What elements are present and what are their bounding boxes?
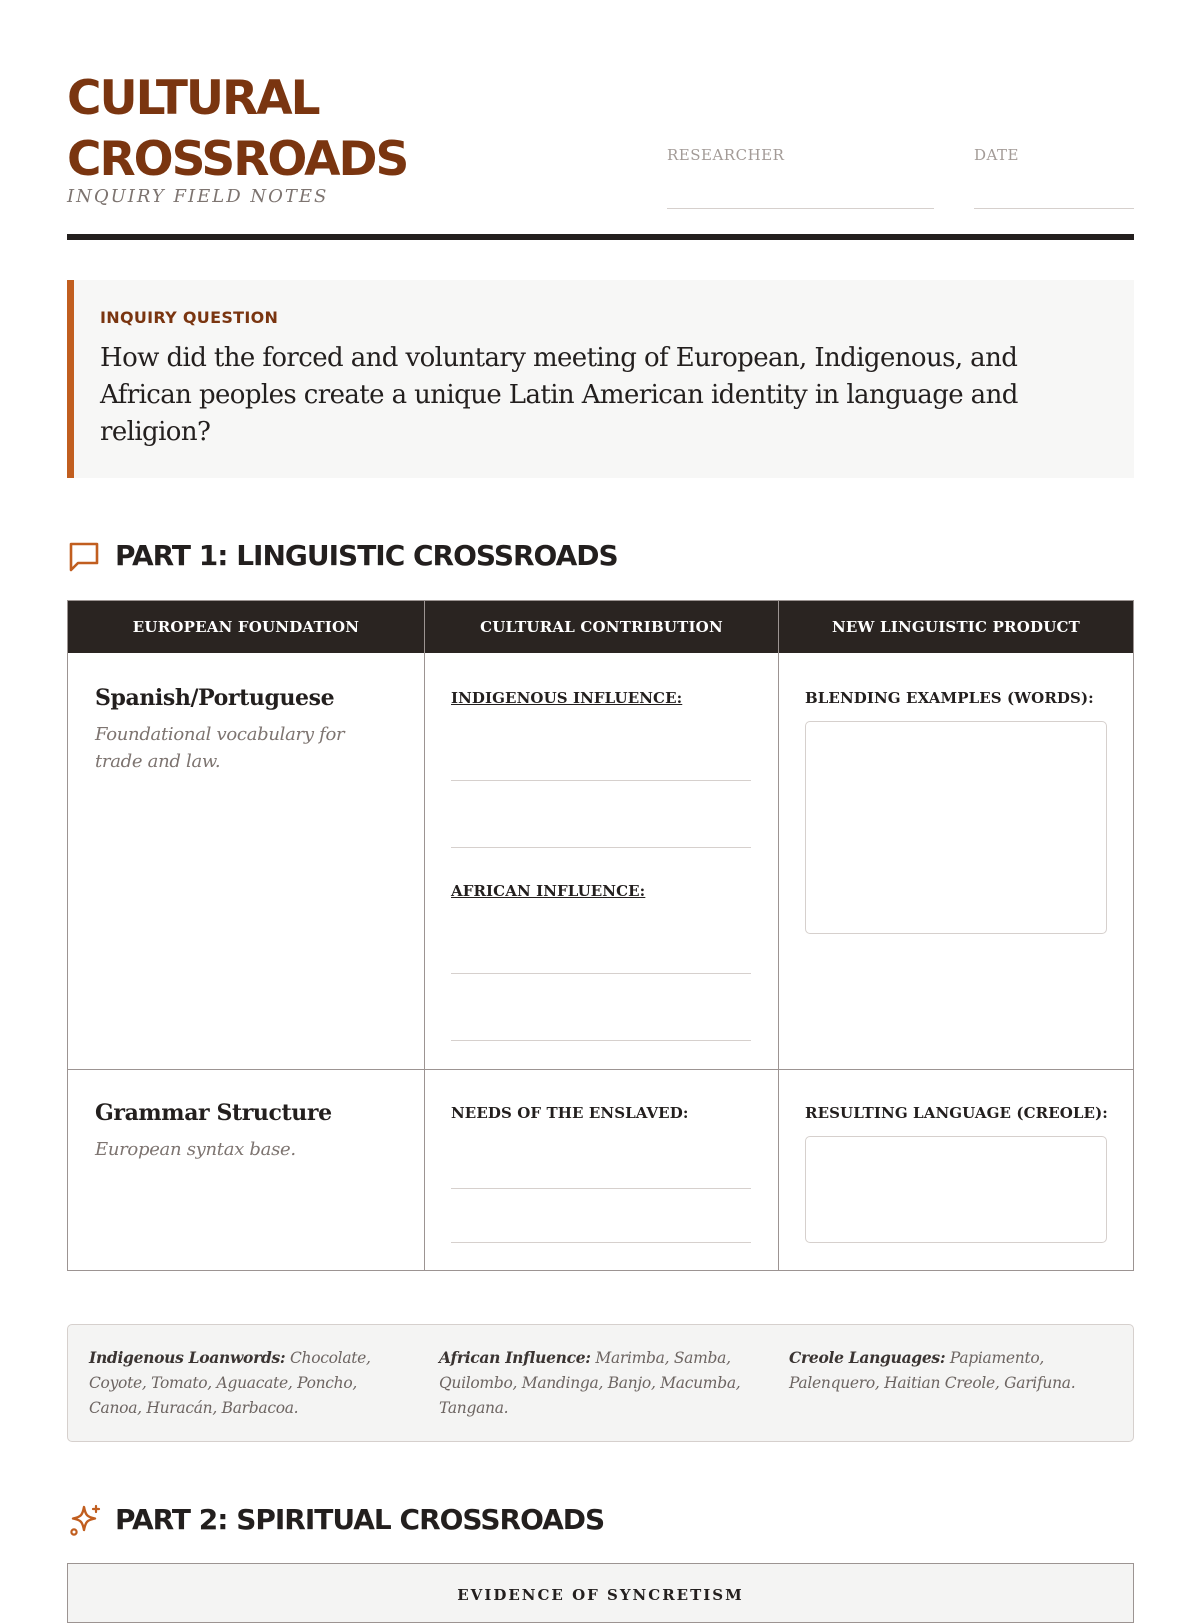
page-header [67,68,1134,240]
column-header-european: EUROPEAN FOUNDATION [68,601,424,653]
column-divider [778,601,779,1270]
page-subtitle: INQUIRY FIELD NOTES [67,186,329,207]
creole-answer-box[interactable] [805,1136,1107,1243]
row1-title: Spanish/Portuguese [95,685,335,711]
date-field[interactable] [974,146,1019,164]
column-header-contribution: CULTURAL CONTRIBUTION [425,601,778,653]
word-bank-heading: Indigenous Loanwords: [89,1348,286,1367]
inquiry-callout [67,280,1134,478]
word-bank-creole [789,1345,1109,1396]
indigenous-answer-line[interactable] [451,780,751,781]
row2-title: Grammar Structure [95,1100,332,1126]
part1-title: PART 1: LINGUISTIC CROSSROADS [115,539,618,572]
speech-bubble-icon [67,539,101,573]
row1-description: Foundational vocabulary for trade and law. [95,724,345,772]
syncretism-panel [67,1563,1134,1623]
part2-title: PART 2: SPIRITUAL CROSSROADS [115,1503,605,1536]
needs-answer-line[interactable] [451,1188,751,1189]
word-bank-african [439,1345,759,1421]
researcher-label: RESEARCHER [667,146,785,164]
row-divider [68,1069,1133,1070]
african-answer-line[interactable] [451,1040,751,1041]
column-divider [424,601,425,1270]
researcher-input-line[interactable] [667,208,934,209]
column-header-product: NEW LINGUISTIC PRODUCT [779,601,1133,653]
word-bank-indigenous [89,1345,409,1421]
page-title: CULTURAL CROSSROADS [67,71,408,187]
word-bank [67,1324,1134,1442]
word-bank-heading: African Influence: [439,1348,591,1367]
creole-label: RESULTING LANGUAGE (CREOLE): [805,1104,1108,1122]
date-label: DATE [974,146,1019,164]
indigenous-influence-label: INDIGENOUS INFLUENCE: [451,689,683,707]
word-bank-text: Papiamento, Palenquero, Haitian Creole, Garifuna. [789,1349,1076,1392]
linguistic-table [67,600,1134,1271]
african-influence-label: AFRICAN INFLUENCE: [451,882,646,900]
sparkle-icon [67,1503,103,1539]
inquiry-label: INQUIRY QUESTION [100,308,279,327]
blending-examples-label: BLENDING EXAMPLES (WORDS): [805,689,1094,707]
african-answer-line[interactable] [451,973,751,974]
word-bank-text: Marimba, Samba, Quilombo, Mandinga, Banjo, Macumba, Tangana. [439,1349,741,1417]
row2-description: European syntax base. [95,1139,296,1160]
header-divider [67,234,1134,240]
researcher-field[interactable] [667,146,784,164]
word-bank-heading: Creole Languages: [789,1348,946,1367]
syncretism-label: EVIDENCE OF SYNCRETISM [457,1586,744,1604]
date-input-line[interactable] [974,208,1134,209]
indigenous-answer-line[interactable] [451,847,751,848]
needs-answer-line[interactable] [451,1242,751,1243]
inquiry-question: How did the forced and voluntary meeting of European, Indigenous, and African peoples create a unique Latin American identity in language and religion? [100,343,1018,447]
word-bank-text: Chocolate, Coyote, Tomato, Aguacate, Poncho, Canoa, Huracán, Barbacoa. [89,1349,371,1417]
blending-examples-box[interactable] [805,721,1107,934]
needs-enslaved-label: NEEDS OF THE ENSLAVED: [451,1104,689,1122]
